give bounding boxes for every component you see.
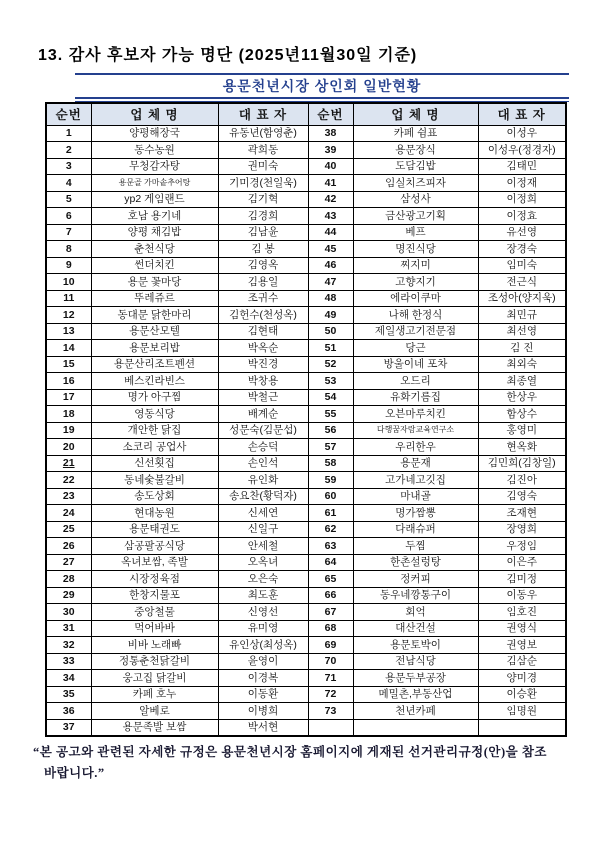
business-name-cell: 중앙철물 [91,604,218,621]
table-row [46,620,566,637]
row-number-cell: 24 [46,505,91,522]
representative-cell: 장영희 [478,521,566,538]
business-name-cell: 명진식당 [353,241,478,258]
row-number-cell: 71 [308,670,353,687]
table-row [46,455,566,472]
roster-table [45,102,567,737]
row-number-cell: 55 [308,406,353,423]
representative-cell: 한상우 [478,389,566,406]
representative-cell: 최도훈 [218,587,308,604]
representative-cell: 임명원 [478,703,566,720]
business-name-cell: 삼성사 [353,191,478,208]
representative-cell: 이정효 [478,208,566,225]
business-name-cell: 유화기름집 [353,389,478,406]
row-number-cell: 2 [46,142,91,159]
row-number-cell: 21 [46,455,91,472]
table-row [46,554,566,571]
row-number-cell: 12 [46,307,91,324]
row-number-cell: 3 [46,158,91,175]
representative-cell: 신영선 [218,604,308,621]
representative-cell: 조귀수 [218,290,308,307]
business-name-cell: 삼공팔공식당 [91,538,218,555]
row-number-cell: 69 [308,637,353,654]
representative-cell: 박창용 [218,373,308,390]
row-number-cell: 28 [46,571,91,588]
business-name-cell: 용문산리조트펜션 [91,356,218,373]
row-number-cell: 64 [308,554,353,571]
table-header-row [46,103,566,125]
row-number-cell: 49 [308,307,353,324]
representative-cell: 최외숙 [478,356,566,373]
row-number-cell: 26 [46,538,91,555]
business-name-cell: 한창지물포 [91,587,218,604]
representative-cell: 오은숙 [218,571,308,588]
row-number-cell: 35 [46,686,91,703]
row-number-cell: 23 [46,488,91,505]
business-name-cell: 송도상회 [91,488,218,505]
row-number-cell: 20 [46,439,91,456]
row-number-cell: 11 [46,290,91,307]
representative-cell: 조성아(양지욱) [478,290,566,307]
business-name-cell: 용문장식 [353,142,478,159]
row-number-cell: 57 [308,439,353,456]
business-name-cell: 신선횟집 [91,455,218,472]
business-name-cell: 호남 용기네 [91,208,218,225]
roster-table-body [46,125,566,736]
table-row [46,604,566,621]
business-name-cell: 마내골 [353,488,478,505]
representative-cell: 이정재 [478,175,566,192]
row-number-cell: 67 [308,604,353,621]
business-name-cell: 다행꿈자람교육연구소 [353,422,478,439]
representative-cell: 유선영 [478,224,566,241]
representative-cell: 신일구 [218,521,308,538]
row-number-cell: 59 [308,472,353,489]
business-name-cell: 현대농원 [91,505,218,522]
table-row [46,703,566,720]
representative-cell: 김용일 [218,274,308,291]
business-name-cell: 먹어바바 [91,620,218,637]
row-number-cell: 46 [308,257,353,274]
table-row [46,538,566,555]
business-name-cell: 동수농원 [91,142,218,159]
row-number-cell: 5 [46,191,91,208]
representative-cell: 송요찬(황덕자) [218,488,308,505]
representative-cell: 박진경 [218,356,308,373]
subtitle-banner [75,73,569,102]
row-number-cell: 61 [308,505,353,522]
business-name-cell: 뚜레쥬르 [91,290,218,307]
row-number-cell: 13 [46,323,91,340]
row-number-cell: 6 [46,208,91,225]
row-number-cell: 31 [46,620,91,637]
table-row [46,670,566,687]
representative-cell: 성문숙(김문섭) [218,422,308,439]
row-number-cell: 8 [46,241,91,258]
business-name-cell: 알베로 [91,703,218,720]
business-name-cell: 카페 쉼표 [353,125,478,142]
business-name-cell: 소코리 공업사 [91,439,218,456]
table-row [46,224,566,241]
business-name-cell: 베프 [353,224,478,241]
representative-cell: 신세연 [218,505,308,522]
business-name-cell: 동우네깡통구이 [353,587,478,604]
business-name-cell: 찌지미 [353,257,478,274]
header-number-left: 순번 [46,103,91,125]
table-row [46,307,566,324]
row-number-cell: 63 [308,538,353,555]
row-number-cell: 50 [308,323,353,340]
business-name-cell: 에라이쿠마 [353,290,478,307]
business-name-cell: 춘천식당 [91,241,218,258]
representative-cell: 김미정 [478,571,566,588]
business-name-cell: 금산광고기획 [353,208,478,225]
table-row [46,175,566,192]
row-number-cell: 62 [308,521,353,538]
business-name-cell: 대산건설 [353,620,478,637]
row-number-cell: 40 [308,158,353,175]
row-number-cell: 44 [308,224,353,241]
representative-cell: 손승덕 [218,439,308,456]
representative-cell: 유미영 [218,620,308,637]
business-name-cell: 비바 노래빠 [91,637,218,654]
representative-cell: 김영옥 [218,257,308,274]
representative-cell: 김 진 [478,340,566,357]
representative-cell: 권미숙 [218,158,308,175]
business-name-cell: 제일생고기전문점 [353,323,478,340]
business-name-cell: 오븐마루치킨 [353,406,478,423]
row-number-cell: 14 [46,340,91,357]
representative-cell: 유인화 [218,472,308,489]
representative-cell: 김태민 [478,158,566,175]
business-name-cell: 고향지기 [353,274,478,291]
row-number-cell: 60 [308,488,353,505]
business-name-cell: 양평해장국 [91,125,218,142]
representative-cell: 김진아 [478,472,566,489]
table-row [46,521,566,538]
representative-cell: 홍영미 [478,422,566,439]
row-number-cell: 68 [308,620,353,637]
business-name-cell: 정통춘천닭갈비 [91,653,218,670]
representative-cell [478,719,566,736]
table-row [46,340,566,357]
representative-cell: 곽희동 [218,142,308,159]
business-name-cell: 시장정육점 [91,571,218,588]
table-row [46,587,566,604]
business-name-cell: 명가짬뽕 [353,505,478,522]
representative-cell: 현옥화 [478,439,566,456]
row-number-cell [308,719,353,736]
business-name-cell: 다래슈퍼 [353,521,478,538]
business-name-cell: 용문두부공장 [353,670,478,687]
representative-cell: 전근식 [478,274,566,291]
representative-cell: 이은주 [478,554,566,571]
representative-cell: 기미경(천일욱) [218,175,308,192]
row-number-cell: 30 [46,604,91,621]
table-row [46,158,566,175]
row-number-cell: 48 [308,290,353,307]
representative-cell: 김헌수(천성옥) [218,307,308,324]
representative-cell: 박서현 [218,719,308,736]
representative-cell: 박철근 [218,389,308,406]
business-name-cell [353,719,478,736]
business-name-cell: 천년카페 [353,703,478,720]
business-name-cell: 전남식당 [353,653,478,670]
representative-cell: 이정희 [478,191,566,208]
representative-cell: 함상수 [478,406,566,423]
header-representative-right: 대 표 자 [478,103,566,125]
representative-cell: 오옥녀 [218,554,308,571]
row-number-cell: 41 [308,175,353,192]
business-name-cell: 방울이네 포차 [353,356,478,373]
business-name-cell: 고가네고깃집 [353,472,478,489]
business-name-cell: 나해 한정식 [353,307,478,324]
representative-cell: 윤영이 [218,653,308,670]
row-number-cell: 16 [46,373,91,390]
table-row [46,208,566,225]
representative-cell: 배계순 [218,406,308,423]
row-number-cell: 37 [46,719,91,736]
footer-note [33,742,573,783]
business-name-cell: 정커피 [353,571,478,588]
representative-cell: 유인상(최성옥) [218,637,308,654]
table-row [46,241,566,258]
business-name-cell: 명가 아구찜 [91,389,218,406]
representative-cell: 유동년(함영춘) [218,125,308,142]
representative-cell: 최종열 [478,373,566,390]
table-row [46,191,566,208]
representative-cell: 이동환 [218,686,308,703]
row-number-cell: 7 [46,224,91,241]
table-row [46,637,566,654]
business-name-cell: 회억 [353,604,478,621]
representative-cell: 임호진 [478,604,566,621]
table-row [46,653,566,670]
business-name-cell: 한촌설렁탕 [353,554,478,571]
table-row [46,406,566,423]
row-number-cell: 56 [308,422,353,439]
row-number-cell: 58 [308,455,353,472]
subtitle: 용문천년시장 상인회 일반현황 [222,78,422,94]
representative-cell: 김기혁 [218,191,308,208]
table-row [46,472,566,489]
row-number-cell: 29 [46,587,91,604]
business-name-cell: 개안한 닭집 [91,422,218,439]
business-name-cell: 카페 호누 [91,686,218,703]
representative-cell: 임미숙 [478,257,566,274]
representative-cell: 권영보 [478,637,566,654]
business-name-cell: yp2 게임랜드 [91,191,218,208]
representative-cell: 우정임 [478,538,566,555]
business-name-cell: 용문재 [353,455,478,472]
business-name-cell: 썬더치킨 [91,257,218,274]
row-number-cell: 17 [46,389,91,406]
representative-cell: 김경희 [218,208,308,225]
row-number-cell: 15 [46,356,91,373]
row-number-cell: 27 [46,554,91,571]
representative-cell: 이동우 [478,587,566,604]
row-number-cell: 18 [46,406,91,423]
business-name-cell: 도담김밥 [353,158,478,175]
business-name-cell: 용문태권도 [91,521,218,538]
business-name-cell: 두찜 [353,538,478,555]
representative-cell: 안세철 [218,538,308,555]
representative-cell: 김영숙 [478,488,566,505]
business-name-cell: 용문산모텔 [91,323,218,340]
representative-cell: 권영식 [478,620,566,637]
row-number-cell: 66 [308,587,353,604]
table-row [46,389,566,406]
row-number-cell: 39 [308,142,353,159]
representative-cell: 이병희 [218,703,308,720]
row-number-cell: 1 [46,125,91,142]
table-row [46,686,566,703]
table-row [46,373,566,390]
business-name-cell: 임실치즈피자 [353,175,478,192]
row-number-cell: 42 [308,191,353,208]
row-number-cell: 52 [308,356,353,373]
row-number-cell: 33 [46,653,91,670]
representative-cell: 김 봉 [218,241,308,258]
representative-cell: 조재현 [478,505,566,522]
table-row [46,505,566,522]
representative-cell: 이경복 [218,670,308,687]
business-name-cell: 동네숯불갈비 [91,472,218,489]
representative-cell: 손인석 [218,455,308,472]
business-name-cell: 용문골 가마솥추어탕 [91,175,218,192]
row-number-cell: 22 [46,472,91,489]
business-name-cell: 용문토박이 [353,637,478,654]
document-title: 13. 감사 후보자 가능 명단 (2025년11월30일 기준) [38,47,418,64]
header-business-right: 업 체 명 [353,103,478,125]
business-name-cell: 옥녀보쌈, 족발 [91,554,218,571]
row-number-cell: 51 [308,340,353,357]
row-number-cell: 9 [46,257,91,274]
footer-note-line2: 바랍니다.” [44,765,105,780]
table-row [46,323,566,340]
business-name-cell: 동대문 닭한마리 [91,307,218,324]
business-name-cell: 무청감자탕 [91,158,218,175]
representative-cell: 김남윤 [218,224,308,241]
business-name-cell: 오드리 [353,373,478,390]
row-number-cell: 72 [308,686,353,703]
header-number-right: 순번 [308,103,353,125]
banner-underline-divider [75,97,569,99]
business-name-cell: 베스킨라빈스 [91,373,218,390]
row-number-cell: 36 [46,703,91,720]
table-row [46,257,566,274]
row-number-cell: 53 [308,373,353,390]
business-name-cell: 용문 꽃마당 [91,274,218,291]
representative-cell: 이성우 [478,125,566,142]
row-number-cell: 73 [308,703,353,720]
business-name-cell: 당근 [353,340,478,357]
row-number-cell: 45 [308,241,353,258]
representative-cell: 이승환 [478,686,566,703]
row-number-cell: 25 [46,521,91,538]
table-row [46,488,566,505]
table-row [46,571,566,588]
representative-cell: 장경숙 [478,241,566,258]
table-row [46,142,566,159]
business-name-cell: 양평 채김밥 [91,224,218,241]
row-number-cell: 38 [308,125,353,142]
row-number-cell: 47 [308,274,353,291]
row-number-cell: 34 [46,670,91,687]
business-name-cell: 메밀촌,부동산업 [353,686,478,703]
business-name-cell: 웅고집 닭갈비 [91,670,218,687]
row-number-cell: 19 [46,422,91,439]
representative-cell: 김삼순 [478,653,566,670]
table-row [46,439,566,456]
business-name-cell: 용문보리밥 [91,340,218,357]
header-business-left: 업 체 명 [91,103,218,125]
row-number-cell: 70 [308,653,353,670]
row-number-cell: 4 [46,175,91,192]
row-number-cell: 32 [46,637,91,654]
table-row [46,290,566,307]
representative-cell: 양미경 [478,670,566,687]
row-number-cell: 65 [308,571,353,588]
table-row [46,125,566,142]
header-representative-left: 대 표 자 [218,103,308,125]
representative-cell: 최선영 [478,323,566,340]
row-number-cell: 10 [46,274,91,291]
representative-cell: 김현태 [218,323,308,340]
representative-cell: 김민희(김창일) [478,455,566,472]
table-row [46,274,566,291]
business-name-cell: 우리한우 [353,439,478,456]
row-number-cell: 54 [308,389,353,406]
table-row [46,719,566,736]
business-name-cell: 영동식당 [91,406,218,423]
row-number-cell: 43 [308,208,353,225]
representative-cell: 최민규 [478,307,566,324]
footer-note-line1: “본 공고와 관련된 자세한 규정은 용문천년시장 홈페이지에 게재된 선거관리규정(안)을 참조 [33,745,547,759]
table-row [46,422,566,439]
representative-cell: 이성우(정경자) [478,142,566,159]
table-row [46,356,566,373]
business-name-cell: 용문족발 보쌈 [91,719,218,736]
representative-cell: 박옥순 [218,340,308,357]
